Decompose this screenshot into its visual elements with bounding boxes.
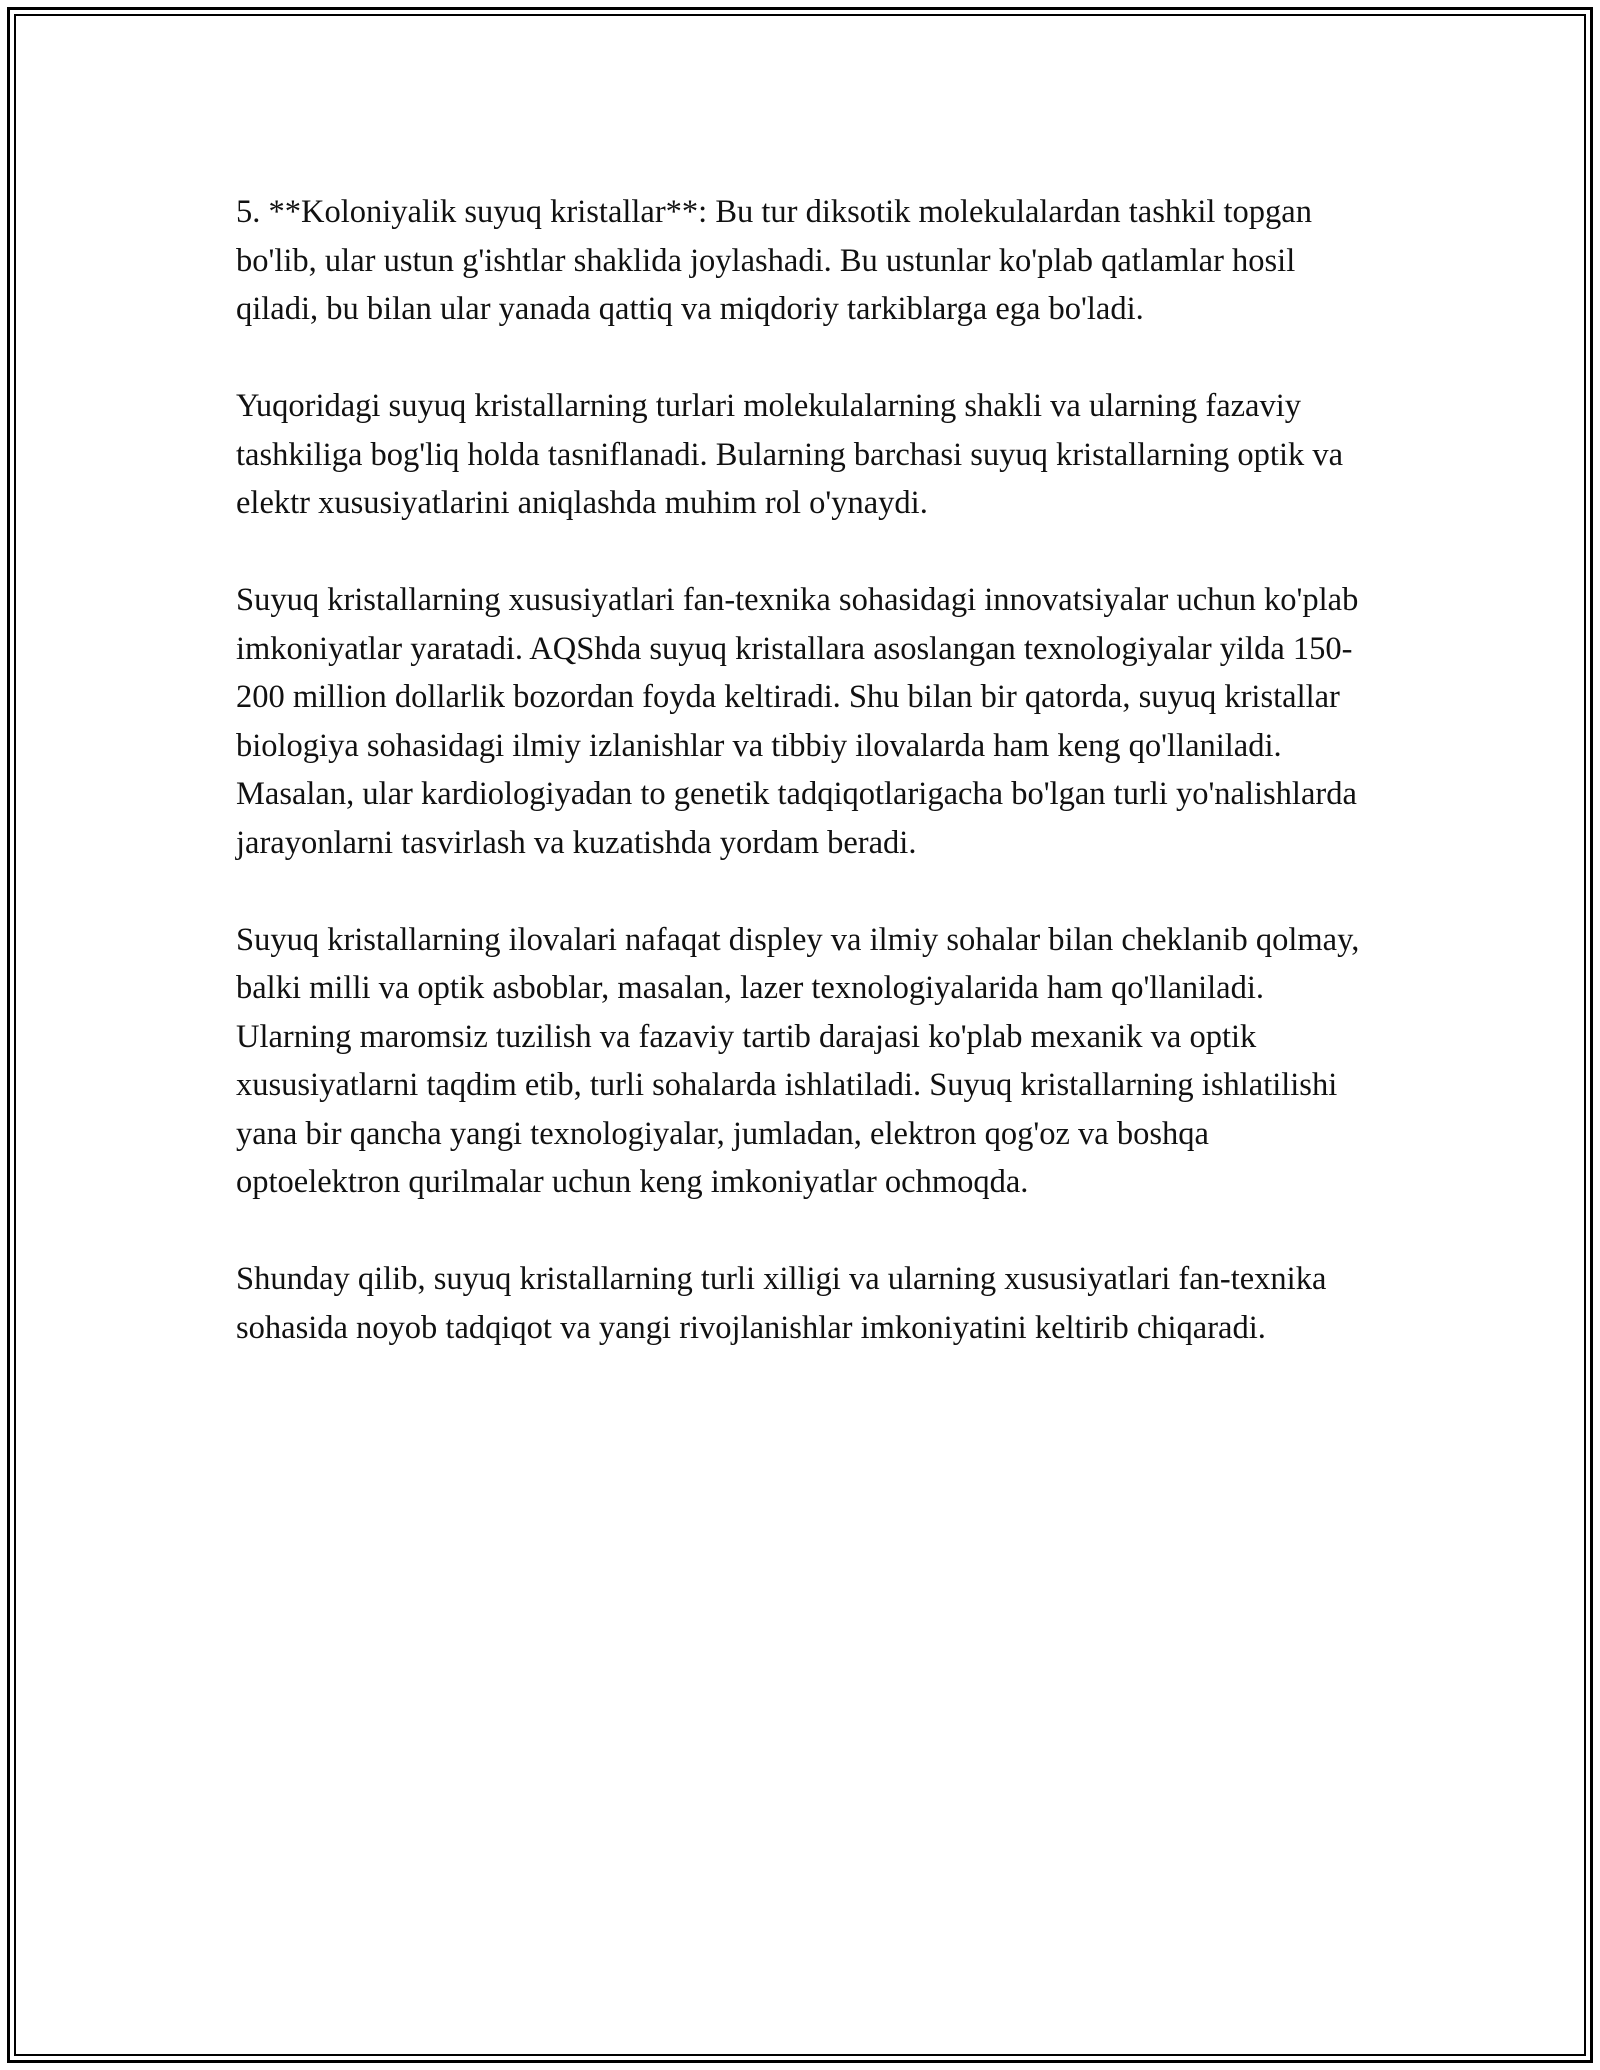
paragraph-columnar-crystals: 5. **Koloniyalik suyuq kristallar**: Bu tur diksotik molekulalardan tashkil topgan bo'lib, ular ustun g'ishtlar shaklida joylashadi. Bu ustunlar ko'plab qatlamlar hosil qiladi, bu bilan ular yanada qattiq va miqdoriy tarkiblarga ega bo'ladi. <box>236 194 1312 327</box>
paragraph-innovations: Suyuq kristallarning xususiyatlari fan-texnika sohasidagi innovatsiyalar uchun ko'plab imkoniyatlar yaratadi. AQShda suyuq kristallara asoslangan texnologiyalar yilda 150-200 million dollarlik bozordan foyda keltiradi. Shu bilan bir qatorda, suyuq kristallar biologiya sohasidagi ilmiy izlanishlar va tibbiy ilovalarda ham keng qo'llaniladi. Masalan, ular kardiologiyadan to genetik tadqiqotlarigacha bo'lgan turli yo'nalishlarda jarayonlarni tasvirlash va kuzatishda yordam beradi. <box>236 582 1359 861</box>
paragraph-conclusion: Shunday qilib, suyuq kristallarning turli xilligi va ularning xususiyatlari fan-texnika sohasida noyob tadqiqot va yangi rivojlanishlar imkoniyatini keltirib chiqaradi. <box>236 1261 1327 1346</box>
document-body <box>236 188 1366 1401</box>
paragraph-applications: Suyuq kristallarning ilovalari nafaqat displey va ilmiy sohalar bilan cheklanib qolmay, balki milli va optik asboblar, masalan, lazer texnologiyalarida ham qo'llaniladi. Ularning maromsiz tuzilish va fazaviy tartib darajasi ko'plab mexanik va optik xususiyatlarni taqdim etib, turli sohalarda ishlatiladi. Suyuq kristallarning ishlatilishi yana bir qancha yangi texnologiyalar, jumladan, elektron qog'oz va boshqa optoelektron qurilmalar uchun keng imkoniyatlar ochmoqda. <box>236 921 1360 1200</box>
paragraph-classification: Yuqoridagi suyuq kristallarning turlari molekulalarning shakli va ularning fazaviy tashkiliga bog'liq holda tasniflanadi. Bularning barchasi suyuq kristallarning optik va elektr xususiyatlarini aniqlashda muhim rol o'ynaydi. <box>236 388 1344 521</box>
